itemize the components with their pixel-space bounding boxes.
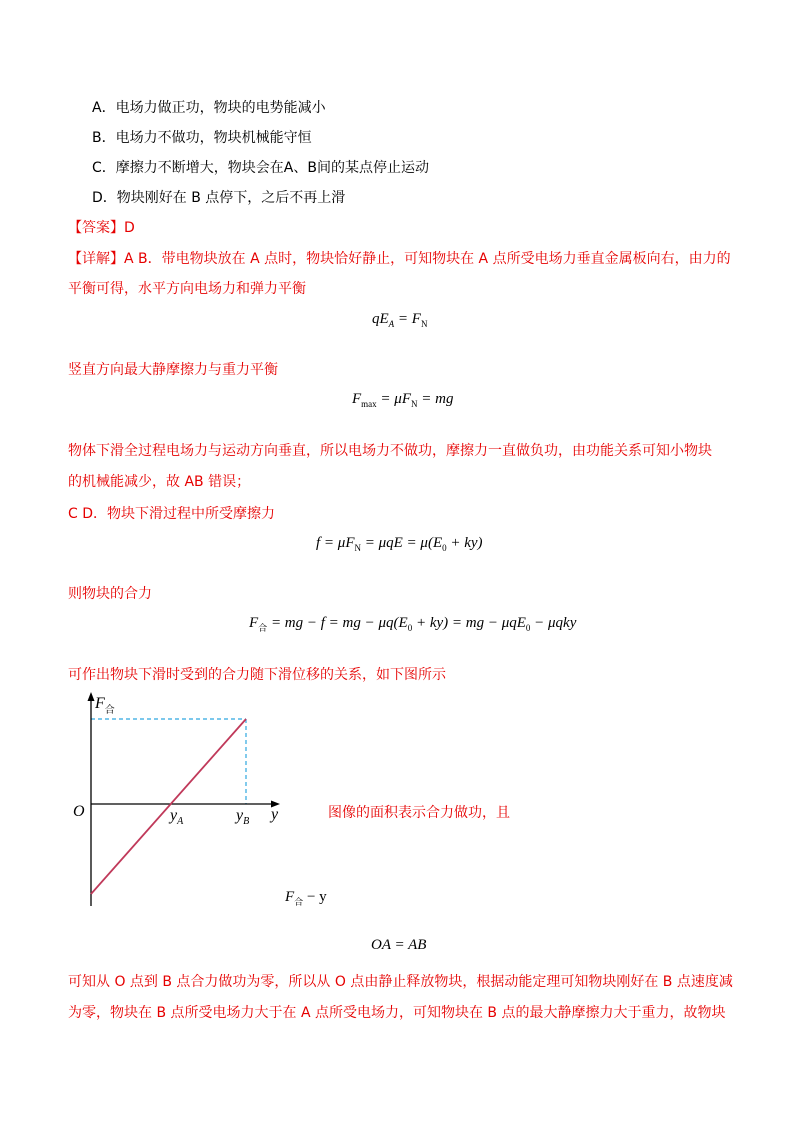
detail-line-2: 平衡可得，水平方向电场力和弹力平衡 (68, 281, 306, 297)
detail-line-1: 【详解】A B．带电物块放在 A 点时，物块恰好静止，可知物块在 A 点所受电场力垂直金属板向右，由力的 (68, 251, 731, 267)
detail-line-4: 物体下滑全过程电场力与运动方向垂直，所以电场力不做功，摩擦力一直做负功，由功能关系可知小物块 (68, 443, 712, 459)
option-c: C．摩擦力不断增大，物块会在A、B间的某点停止运动 (92, 160, 429, 176)
equation-oa-ab: OA = AB (371, 937, 427, 953)
option-a: A．电场力做正功，物块的电势能减小 (92, 100, 326, 116)
origin-label: O (73, 803, 85, 820)
equation-friction: $f = \mu F_N = \mu qE = \mu(E_0 + ky)$ (316, 535, 483, 553)
y-axis-arrow (88, 692, 95, 701)
option-d: D．物块刚好在 B 点停下，之后不再上滑 (92, 190, 346, 206)
detail-line-10: 可知从 O 点到 B 点合力做功为零，所以从 O 点由静止释放物块，根据动能定理可知物块刚好在 B 点速度减 (68, 974, 733, 990)
detail-line-6: C D．物块下滑过程中所受摩擦力 (68, 506, 276, 522)
equation-net-force: $F_合$ = mg − f = mg − $\mu q(E_0 + ky)$ = mg − μqE$_0$ − μqky (249, 615, 577, 633)
detail-line-8: 可作出物块下滑时受到的合力随下滑位移的关系，如下图所示 (68, 667, 446, 683)
detail-line-9: 图像的面积表示合力做功，且 (328, 805, 510, 821)
detail-line-11: 为零，物块在 B 点所受电场力大于在 A 点所受电场力，可知物块在 B 点的最大静摩擦力大于重力，故物块 (68, 1005, 726, 1021)
y-axis-label: $F_合$ (95, 695, 115, 716)
net-force-line (91, 719, 246, 894)
point-b-label: $y_B$ (236, 807, 250, 827)
point-a-label: $y_A$ (170, 807, 184, 827)
detail-line-5: 的机械能减少，故 AB 错误； (68, 474, 251, 490)
force-displacement-graph (60, 688, 300, 910)
graph-caption: $F_合 - y$ (285, 889, 327, 907)
answer-line: 【答案】D (68, 220, 135, 236)
equation-fmax: $F_{max} = \mu F_N$ = mg (352, 391, 454, 409)
equation-qe-fn: $qE_A = F_N$ (372, 311, 428, 329)
detail-line-3: 竖直方向最大静摩擦力与重力平衡 (68, 362, 278, 378)
option-b: B．电场力不做功，物块机械能守恒 (92, 130, 312, 146)
detail-line-7: 则物块的合力 (68, 586, 152, 602)
x-axis-label: y (271, 806, 279, 823)
